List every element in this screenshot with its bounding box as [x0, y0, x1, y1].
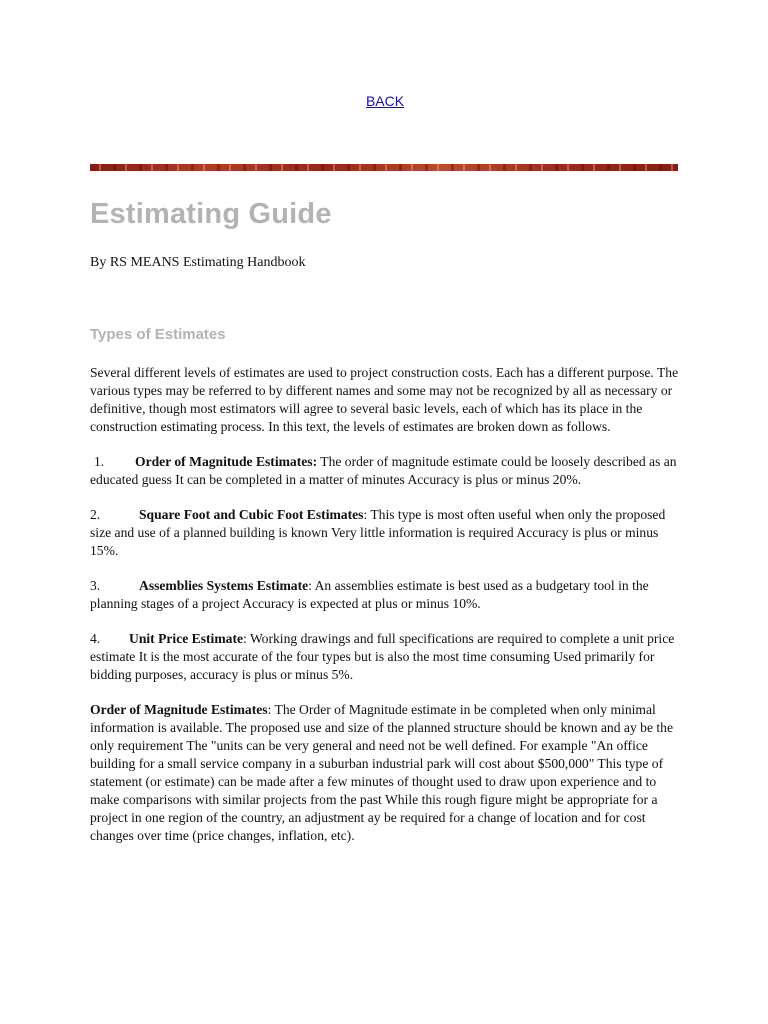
- list-item: [90, 453, 680, 489]
- list-item-term: Square Foot and Cubic Foot Estimates: [139, 507, 364, 522]
- decorative-banner: [90, 164, 678, 171]
- byline: By RS MEANS Estimating Handbook: [90, 255, 306, 270]
- detail-paragraph: [90, 701, 680, 845]
- page-title: Estimating Guide: [90, 198, 332, 230]
- list-item-text: The order of magnitude estimate could be loosely described as an educated guess It can be completed in a matter of minutes Accuracy is plus or minus 20%.: [90, 454, 677, 487]
- detail-term: Order of Magnitude Estimates: [90, 702, 268, 717]
- list-item: [90, 630, 680, 684]
- list-item-number: 2.: [90, 507, 101, 522]
- detail-text: : The Order of Magnitude estimate in be completed when only minimal information is available. The proposed use and size of the planned structure should be known and ay be the only requirement The "units can be very general and need not be well defined. For example "An office building for a small service company in a suburban industrial park will cost about $500,000" This type of statement (or estimate) can be made after a few minutes of thought used to draw upon experience and to make comparisons with similar projects from the past While this rough figure might be appropriate for a project in one region of the country, an adjustment ay be required for a change of location and for cost changes over time (price changes, inflation, etc).: [90, 702, 673, 843]
- list-item-text: : Working drawings and full specifications are required to complete a unit price estimate It is the most accurate of the four types but is also the most time consuming Used primarily for bidding purposes, accuracy is plus or minus 5%.: [90, 631, 675, 682]
- list-item: [90, 506, 680, 560]
- list-item-number: 1.: [94, 454, 105, 469]
- back-link[interactable]: BACK: [365, 93, 405, 109]
- section-heading: Types of Estimates: [90, 326, 226, 343]
- list-item-text: : This type is most often useful when only the proposed size and use of a planned building is known Very little information is required Accuracy is plus or minus 15%.: [90, 507, 666, 558]
- list-item-text: : An assemblies estimate is best used as a budgetary tool in the planning stages of a project Accuracy is expected at plus or minus 10%.: [90, 578, 649, 611]
- list-item-term: Assemblies Systems Estimate: [139, 578, 309, 593]
- list-item-number: 4.: [90, 631, 101, 646]
- list-item-term: Order of Magnitude Estimates:: [135, 454, 318, 469]
- list-item: [90, 577, 680, 613]
- document-body: [90, 364, 680, 862]
- back-row: [90, 93, 680, 111]
- list-item-term: Unit Price Estimate: [129, 631, 244, 646]
- intro-paragraph: Several different levels of estimates are used to project construction costs. Each has a different purpose. The various types may be referred to by different names and some may not be recognized by all as necessary or definitive, though most estimators will agree to several basic levels, each of which has its place in the construction estimating process. In this text, the levels of estimates are broken down as follows.: [90, 365, 679, 434]
- list-item-number: 3.: [90, 578, 101, 593]
